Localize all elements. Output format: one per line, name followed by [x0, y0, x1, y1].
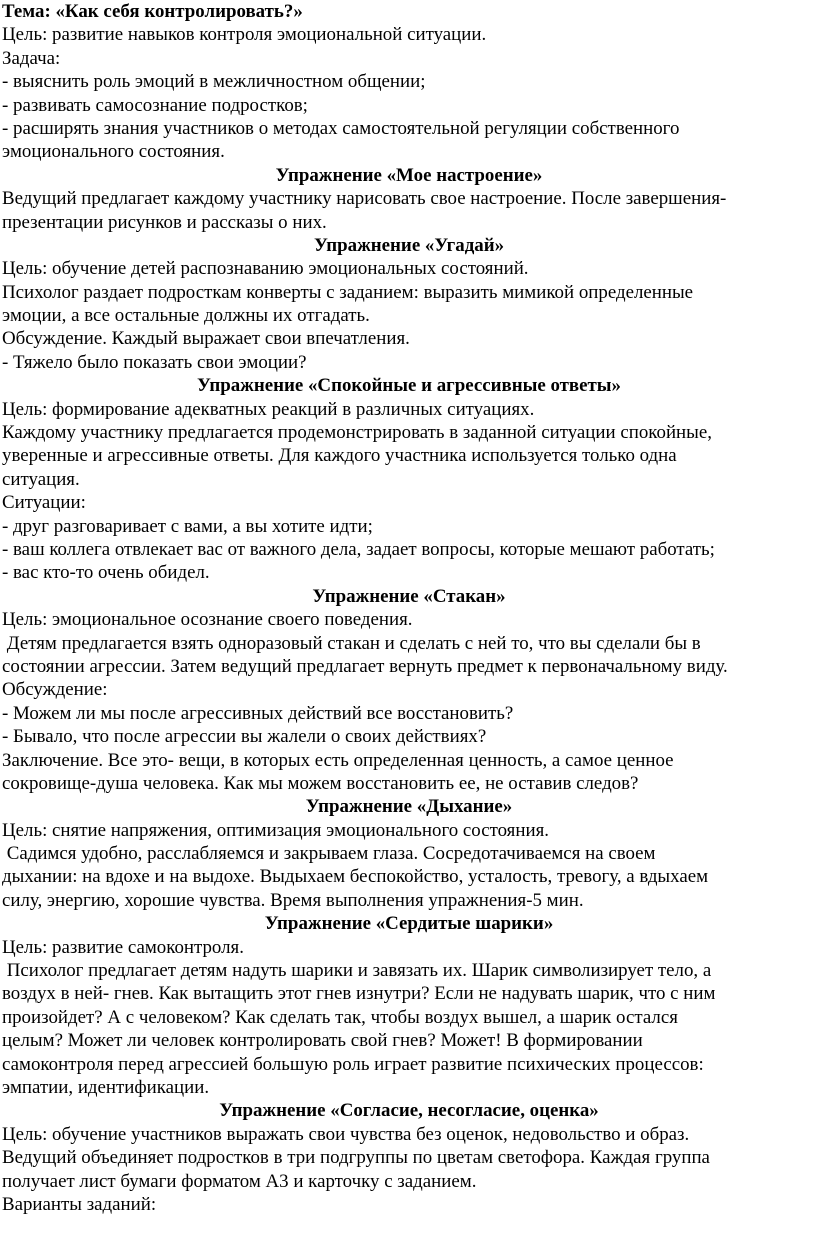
task-item: - расширять знания участников о методах самостоятельной регуляции собственного — [2, 117, 680, 139]
paragraph-line: произойдет? А с человеком? Как сделать так, чтобы воздух вышел, а шарик остался — [2, 1006, 678, 1028]
paragraph-line: получает лист бумаги форматом А3 и карточку с заданием. — [2, 1170, 477, 1192]
topic-heading: Тема: «Как себя контролировать?» — [2, 1, 303, 22]
paragraph-line: Цель: развитие самоконтроля. — [2, 936, 244, 958]
paragraph-line: - друг разговаривает с вами, а вы хотите идти; — [2, 515, 373, 537]
paragraph-line: - Бывало, что после агрессии вы жалели о своих действиях? — [2, 726, 487, 748]
paragraph-line: ситуация. — [2, 468, 80, 490]
paragraph-line: дыхании: на вдохе и на выдохе. Выдыхаем беспокойство, усталость, тревогу, а вдыхаем — [2, 866, 709, 888]
paragraph-line: Заключение. Все это- вещи, в которых есть определенная ценность, а самое ценное — [2, 749, 674, 771]
paragraph-line: Ситуации: — [2, 492, 86, 514]
paragraph-line: Цель: обучение участников выражать свои чувства без оценок, недовольство и образ. — [2, 1123, 690, 1145]
exercise-title: Упражнение «Стакан» — [312, 585, 506, 607]
paragraph-line: сокровище-душа человека. Как мы можем восстановить ее, не оставив следов? — [2, 772, 639, 794]
exercise-title: Упражнение «Спокойные и агрессивные ответы» — [197, 375, 621, 397]
paragraph-line: - Тяжело было показать свои эмоции? — [2, 351, 307, 373]
task-label: Задача: — [2, 47, 61, 69]
paragraph-line: презентации рисунков и рассказы о них. — [2, 211, 327, 233]
exercise-title: Упражнение «Мое настроение» — [275, 164, 543, 186]
paragraph-line: Обсуждение. Каждый выражает свои впечатления. — [2, 328, 410, 350]
paragraph-line: Обсуждение: — [2, 679, 108, 701]
paragraph-line: Цель: обучение детей распознаванию эмоциональных состояний. — [2, 258, 529, 280]
paragraph-line: целым? Может ли человек контролировать свой гнев? Может! В формировании — [2, 1030, 643, 1052]
paragraph-line: - вас кто-то очень обидел. — [2, 562, 210, 584]
task-item: эмоционального состояния. — [2, 141, 225, 163]
paragraph-line: Варианты заданий: — [2, 1193, 157, 1215]
task-item: - развивать самосознание подростков; — [2, 94, 308, 116]
task-item: - выяснить роль эмоций в межличностном общении; — [2, 71, 426, 93]
goal-text: Цель: развитие навыков контроля эмоциональной ситуации. — [2, 24, 487, 46]
paragraph-line: Психолог раздает подросткам конверты с заданием: выразить мимикой определенные — [2, 281, 694, 303]
paragraph-line: Цель: формирование адекватных реакций в различных ситуациях. — [2, 398, 535, 420]
exercise-title: Упражнение «Сердитые шарики» — [264, 913, 554, 935]
paragraph-line: Психолог предлагает детям надуть шарики и завязать их. Шарик символизирует тело, а — [2, 960, 712, 982]
exercise-title: Упражнение «Согласие, несогласие, оценка» — [219, 1100, 599, 1122]
exercise-title: Упражнение «Угадай» — [313, 234, 505, 256]
paragraph-line: - ваш коллега отвлекает вас от важного дела, задает вопросы, которые мешают работать; — [2, 538, 715, 560]
paragraph-line: уверенные и агрессивные ответы. Для каждого участника используется только одна — [2, 445, 677, 467]
paragraph-line: Ведущий объединяет подростков в три подгруппы по цветам светофора. Каждая группа — [2, 1147, 710, 1169]
paragraph-line: воздух в ней- гнев. Как вытащить этот гнев изнутри? Если не надувать шарик, что с ним — [2, 983, 716, 1005]
paragraph-line: состоянии агрессии. Затем ведущий предлагает вернуть предмет к первоначальному виду. — [2, 655, 728, 677]
paragraph-line: Каждому участнику предлагается продемонстрировать в заданной ситуации спокойные, — [2, 422, 712, 444]
paragraph-line: силу, энергию, хорошие чувства. Время выполнения упражнения-5 мин. — [2, 889, 584, 911]
exercise-title: Упражнение «Дыхание» — [305, 796, 513, 818]
paragraph-line: Ведущий предлагает каждому участнику нарисовать свое настроение. После завершения- — [2, 188, 727, 210]
paragraph-line: эмоции, а все остальные должны их отгадать. — [2, 305, 370, 327]
paragraph-line: самоконтроля перед агрессией большую роль играет развитие психических процессов: — [2, 1053, 704, 1075]
paragraph-line: эмпатии, идентификации. — [2, 1076, 210, 1098]
paragraph-line: Садимся удобно, расслабляемся и закрываем глаза. Сосредотачиваемся на своем — [2, 843, 656, 865]
paragraph-line: Детям предлагается взять одноразовый стакан и сделать с ней то, что вы сделали бы в — [2, 632, 701, 654]
paragraph-line: Цель: эмоциональное осознание своего поведения. — [2, 609, 413, 631]
paragraph-line: - Можем ли мы после агрессивных действий все восстановить? — [2, 702, 514, 724]
paragraph-line: Цель: снятие напряжения, оптимизация эмоционального состояния. — [2, 819, 549, 841]
